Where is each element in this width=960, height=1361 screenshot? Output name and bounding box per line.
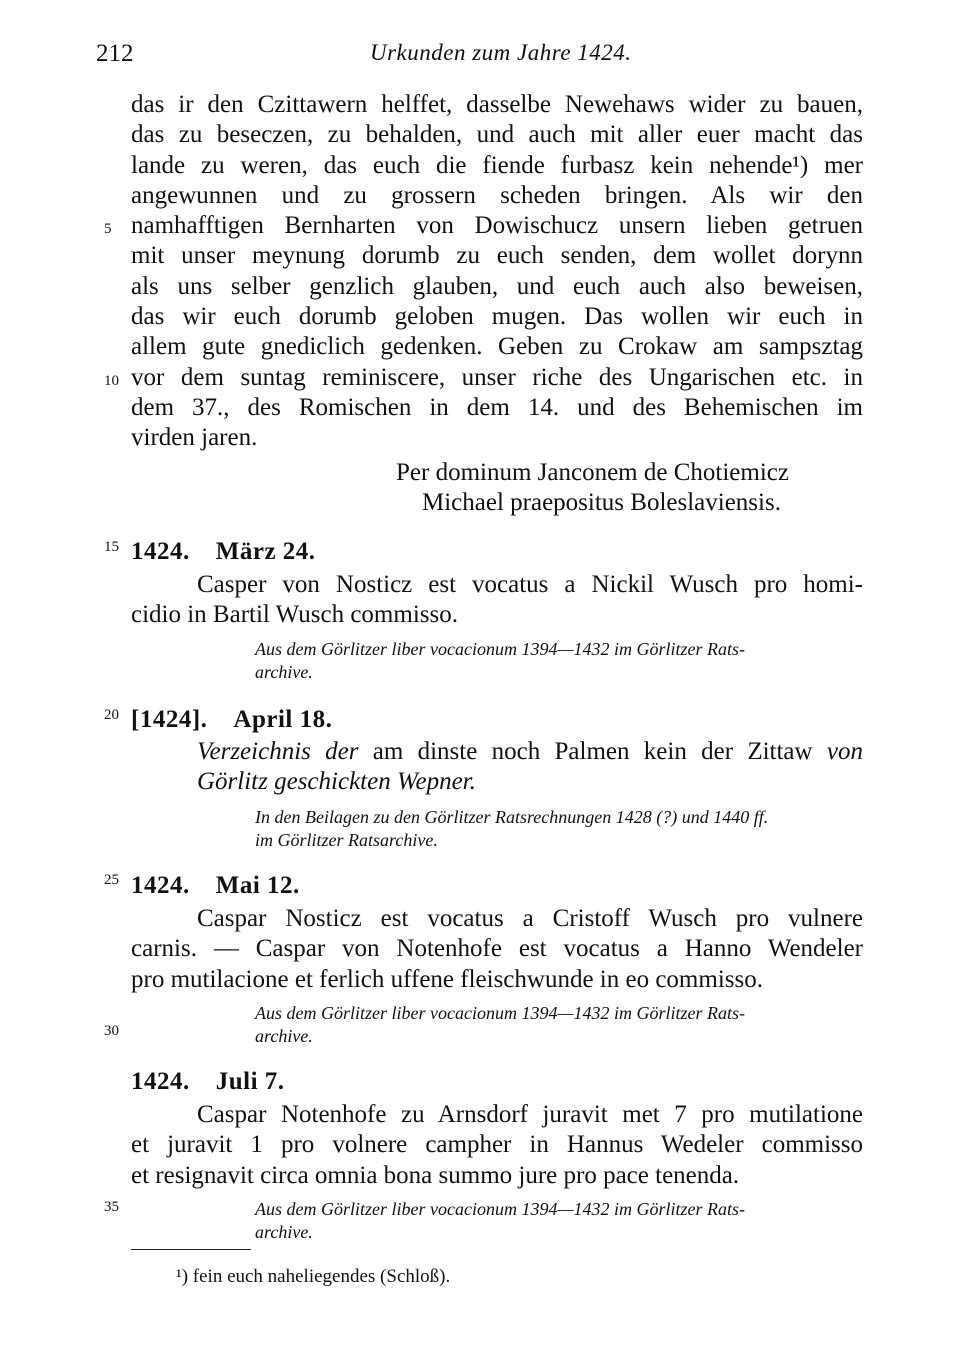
text-line: namhafftigen Bernharten von Dowischucz unsern lieben getruen [131, 212, 863, 240]
text-italic: Verzeichnis der [197, 738, 359, 765]
source-line: Aus dem Görlitzer liber vocacionum 1394—1432 im Görlitzer Rats- [255, 1003, 745, 1023]
entry-text [131, 570, 863, 631]
text-line: Caspar Notenhofe zu Arnsdorf juravit met 7 pro mutilatione [197, 1101, 863, 1128]
signature-line: Per dominum Janconem de Chotiemicz [396, 459, 789, 486]
source-line: archive. [255, 1222, 313, 1242]
text-line [131, 737, 863, 767]
source-note [255, 806, 863, 852]
text-line: et resignavit circa omnia bona summo jure pro pace tenenda. [131, 1161, 740, 1189]
page-number: 212 [96, 40, 134, 67]
entry-text [131, 1100, 863, 1191]
source-line: In den Beilagen zu den Görlitzer Ratsrechnungen 1428 (?) und 1440 ff. [255, 807, 769, 827]
entry-date-heading [131, 1068, 285, 1096]
text-line: carnis. — Caspar von Notenhofe est vocatus a Hanno Wendeler [131, 935, 863, 963]
source-note [255, 1002, 863, 1048]
text-line: das zu beseczen, zu behalden, und auch mit aller euer macht das [131, 121, 863, 149]
footnote-rule [131, 1249, 251, 1250]
text-line: als uns selber genzlich glauben, und euch auch also beweisen, [131, 272, 863, 300]
line-number: 10 [104, 373, 119, 389]
footnote: ¹) fein euch naheliegendes (Schloß). [176, 1266, 451, 1287]
line-number: 30 [104, 1023, 119, 1039]
text-roman: am dinste noch Palmen kein der Zittaw [358, 738, 827, 765]
entry-year: 1424. [131, 538, 190, 565]
text-line: das wir euch dorumb geloben mugen. Das wollen wir euch in [131, 303, 863, 331]
running-head: Urkunden zum Jahre 1424. [370, 40, 632, 65]
line-number: 15 [104, 539, 119, 555]
text-line: Casper von Nosticz est vocatus a Nickil Wusch pro homi- [197, 571, 863, 598]
source-line: Aus dem Görlitzer liber vocacionum 1394—1432 im Görlitzer Rats- [255, 639, 745, 659]
source-line: archive. [255, 662, 313, 682]
text-line: dem 37., des Romischen in dem 14. und des Behemischen im [131, 393, 863, 421]
entry-text [131, 904, 863, 995]
text-line: cidio in Bartil Wusch commisso. [131, 601, 458, 629]
text-line: Görlitz geschickten Wepner. [197, 768, 476, 796]
entry-date-heading [131, 538, 316, 566]
entry-date-heading [131, 872, 300, 900]
entry-year: 1424. [131, 1068, 190, 1095]
entry-text [131, 737, 863, 798]
entry-date-heading [131, 706, 332, 734]
source-note [255, 638, 863, 684]
source-line: im Görlitzer Ratsarchive. [255, 830, 438, 850]
text-line: allem gute gnediclich gedenken. Geben zu Crokaw am sampsztag [131, 333, 863, 361]
text-line: angewunnen und zu grossern scheden bringen. Als wir den [131, 181, 863, 209]
text-line: et juravit 1 pro volnere campher in Hannus Wedeler commisso [131, 1131, 863, 1159]
entry-year: 1424. [131, 872, 190, 899]
text-line: pro mutilacione et ferlich uffene fleischwunde in eo commisso. [131, 965, 763, 993]
letter-body [131, 90, 863, 454]
text-line: lande zu weren, das euch die fiende furbasz kein nehende¹) mer [131, 151, 863, 179]
entry-month-day: April 18. [233, 706, 333, 733]
page-header [0, 40, 960, 74]
text-line: das ir den Czittawern helffet, dasselbe Newehaws wider zu bauen, [131, 91, 863, 118]
line-number: 35 [104, 1199, 119, 1215]
signature-line: Michael praepositus Boleslaviensis. [422, 489, 781, 516]
text-line: virden jaren. [131, 424, 258, 452]
entry-month-day: Juli 7. [215, 1068, 285, 1095]
line-number: 20 [104, 707, 119, 723]
line-number: 25 [104, 872, 119, 888]
text-line: vor dem suntag reminiscere, unser riche des Ungarischen etc. in [131, 363, 863, 391]
source-line: Aus dem Görlitzer liber vocacionum 1394—1432 im Görlitzer Rats- [255, 1199, 745, 1219]
text-italic: von [826, 738, 863, 765]
source-line: archive. [255, 1026, 313, 1046]
entry-month-day: Mai 12. [215, 872, 300, 899]
entry-year: [1424]. [131, 706, 208, 733]
source-note [255, 1198, 863, 1244]
line-number: 5 [104, 221, 112, 237]
entry-month-day: März 24. [215, 538, 316, 565]
text-line: Caspar Nosticz est vocatus a Cristoff Wusch pro vulnere [197, 905, 863, 932]
text-line: mit unser meynung dorumb zu euch senden, dem wollet dorynn [131, 242, 863, 270]
